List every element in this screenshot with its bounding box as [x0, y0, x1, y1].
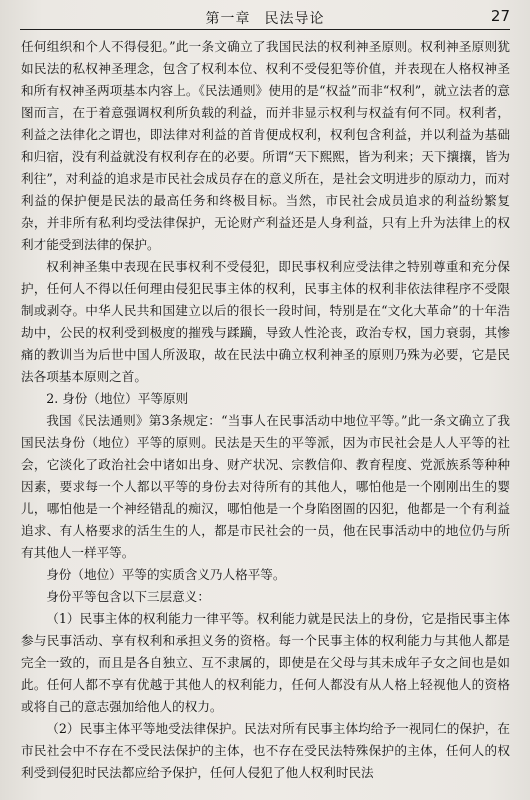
- page-number: 27: [490, 7, 510, 25]
- paragraph-equal-protection: （2）民事主体平等地受法律保护。民法对所有民事主体均给予一视同仁的保护，在市民社会中不存在不受民法保护的主体，也不存在受民法特殊保护的主体，任何人的权利受到侵犯时民法都应给予保护，任何人侵犯了他人权利时民法: [21, 721, 510, 780]
- paragraph-capacity-equality: （1）民事主体的权利能力一律平等。权利能力就是民法上的身份，它是指民事主体参与民事活动、享有权利和承担义务的资格。每一个民事主体的权利能力与其他人都是完全一致的，而且是各自独立、互不隶属的，即使是在父母与其未成年子女之间也是如此。任何人都不享有优越于其他人的权利能力，任何人都没有从人格上轻视他人的资格或将自己的意志强加给他人的权力。: [21, 611, 510, 714]
- chapter-title: 民法导论: [264, 11, 325, 27]
- paragraph-personality-equality: 身份（地位）平等的实质含义乃人格平等。: [46, 567, 286, 582]
- chapter-label: 第一章: [205, 11, 251, 27]
- running-head: [20, 8, 510, 28]
- body-text: [21, 36, 510, 784]
- header-rule: [20, 29, 510, 30]
- page-header: [20, 6, 510, 28]
- paragraph-three-meanings: 身份平等包含以下三层意义：: [46, 589, 210, 604]
- paragraph-rights-sanctity-intro: 任何组织和个人不得侵犯。”此一条文确立了我国民法的权利神圣原则。权利神圣原则犹如民法的私权神圣理念，包含了权利本位、权利不受侵犯等价值，并表现在人格权神圣和所有权神圣两项基本内容上。《民法通则》使用的是“权益”而非“权利”，就立法者的意图而言，在于着意强调权利所负载的利益，而并非显示权利与权益有何不同。权利者，利益之法律化之谓也，即法律对利益的首肯便成权利，权利包含利益，并以利益为基础和归宿，没有利益就没有权利存在的必要。所谓“天下熙熙，皆为利来；天下攘攘，皆为利往”，对利益的追求是市民社会成员存在的意义所在，是社会文明进步的原动力，而对利益的保护便是民法的最高任务和终极目标。当然，市民社会成员追求的利益纷繁复杂，并非所有私利均受法律保护，无论财产利益还是人身利益，只有上升为法律上的权利才能受到法律的保护。: [21, 39, 510, 252]
- paragraph-rights-inviolable: 权利神圣集中表现在民事权利不受侵犯，即民事权利应受法律之特别尊重和充分保护，任何人不得以任何理由侵犯民事主体的权利，民事主体的权利非依法律程序不受限制或剥夺。中华人民共和国建立以后的很长一段时间，特别是在“文化大革命”的十年浩劫中，公民的权利受到极度的摧残与蹂躏，导致人性沦丧，政治专权，国力衰弱，其惨痛的教训当为后世中国人所汲取，故在民法中确立权利神圣的原则乃殊为必要，它是民法各项基本原则之首。: [21, 259, 510, 384]
- paragraph-article-3: 我国《民法通则》第3条规定：“当事人在民事活动中地位平等。”此一条文确立了我国民法身份（地位）平等的原则。民法是天生的平等派，因为市民社会是人人平等的社会，它淡化了政治社会中诸如出身、财产状况、宗教信仰、教育程度、党派族系等种种因素，要求每一个人都以平等的身份去对待所有的其他人，哪怕他是一个刚刚出生的婴儿，哪怕他是一个神经错乱的痴汉，哪怕他是一个身陷囹圄的囚犯，他都是一个有利益追求、有人格要求的活生生的人，都是市民社会的一员，他在民事活动中的地位仍与所有其他人一样平等。: [21, 413, 510, 560]
- section-heading-status-equality: 2. 身份（地位）平等原则: [46, 391, 189, 406]
